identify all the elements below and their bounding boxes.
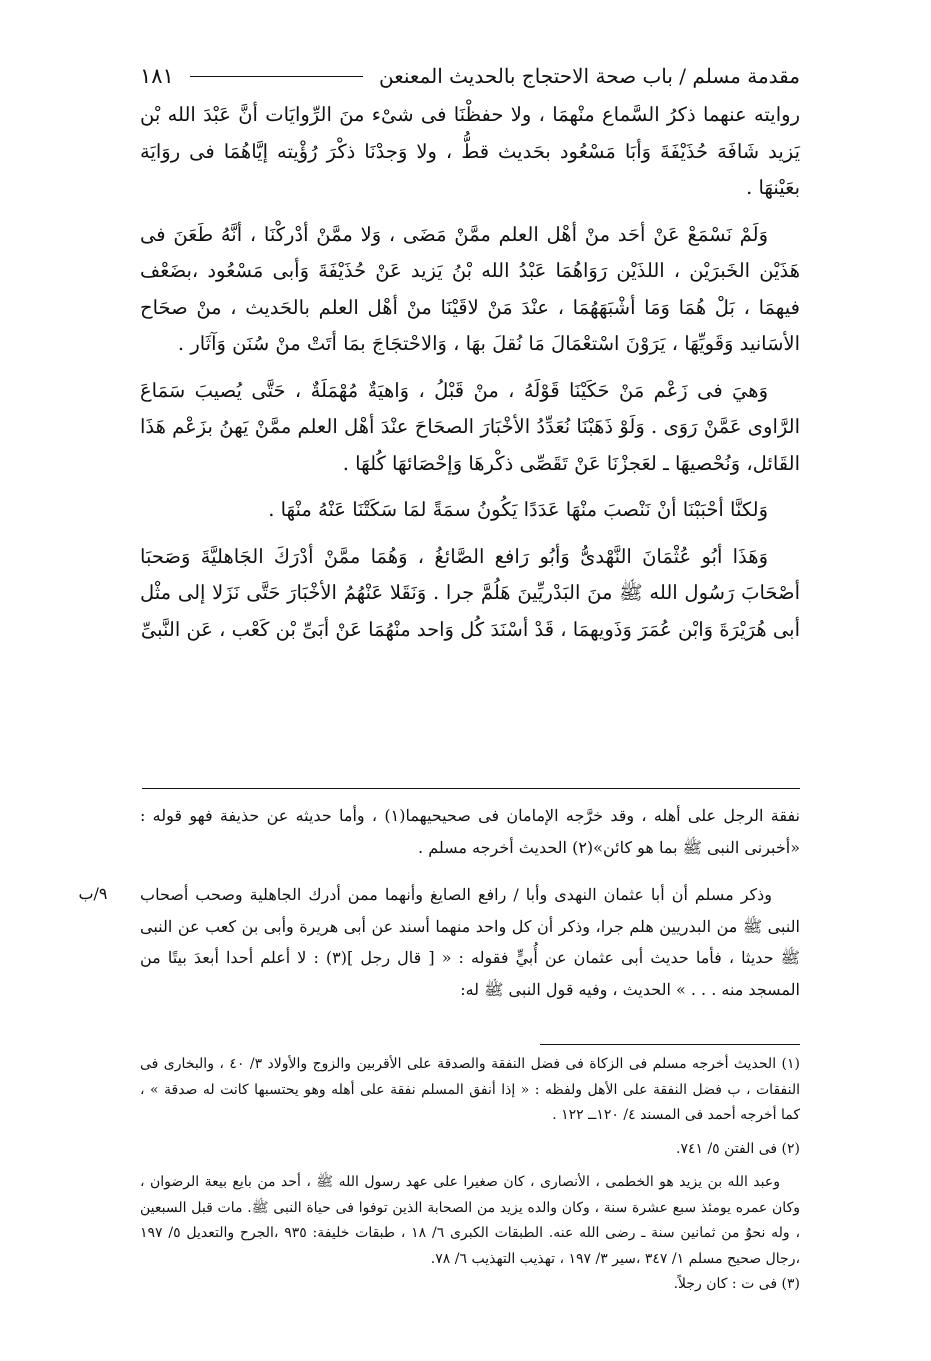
main-paragraph: وَلكنَّا أحْبَبْنَا أنْ نَنْصبَ منْهَا عَدَدًا يَكُونُ سمَةً لمَا سَكَتْنَا عَنْهُ منْهَا . [268, 498, 768, 521]
footnote: (١) الحديث أخرجه مسلم فى الزكاة فى فضل النفقة والصدقة على الأقربين والزوج والأولاد ٣/ ٤٠ ، والبخارى فى النفقات ، ب فضل النفقة على الأهل ولفظه : « إذا أنفق المسلم نفقة على أهله وهو يحتسبها كانت له صدقة » ، كما أخرجه أحمد فى المسند ٤/ ١٢٠ــ ١٢٢ . [140, 1056, 800, 1123]
running-title: مقدمة مسلم / باب صحة الاحتجاج بالحديث المعنعن [378, 64, 800, 88]
page-header [140, 58, 800, 94]
commentary-block [140, 800, 800, 1021]
main-text [140, 97, 800, 658]
main-separator [142, 788, 800, 789]
commentary-paragraph: نفقة الرجل على أهله ، وقد خرَّجه الإمامان فى صحيحيهما(١) ، وأما حديثه عن حذيفة فهو قوله : «أخبرنى النبى ﷺ بما هو كائن»(٢) الحديث أخرجه مسلم . [140, 806, 801, 857]
main-paragraph: وَهيَ فى زَعْم مَنْ حَكَيْنَا قَوْلَهُ ، منْ قَبْلُ ، وَاهيَةٌ مُهْمَلَةٌ ، حَتَّى يُصيبَ سَمَاعَ الرَّاوى عَمَّنْ رَوَى . وَلَوْ ذَهَبْنَا نُعَدِّدُ الأخْبَارَ الصحَاحَ عنْدَ أهْل العلم ممَّنْ يَهنُ بزَعْم هَذَا القَائل، وَنُحْصيهَا ـ لعَجزْنَا عَنْ تَقَصِّى ذكْرهَا وَإحْصَائهَا كُلهَا . [140, 378, 800, 475]
footnote: (٢) فى الفتن ٥/ ٧٤١. [675, 1140, 800, 1157]
main-paragraph: وَلَمْ نَسْمَعْ عَنْ أحَد منْ أهْل العلم ممَّنْ مَضَى ، وَلا ممَّنْ أدْركْنَا ، أنَّهُ طَعَنَ فى هَذَيْن الخَبرَيْن ، اللذَيْن رَوَاهُمَا عَبْدُ الله بْنُ يَزيد عَنْ حُذَيْفَةَ وَأبى مَسْعُود ،بضَعْف فيهمَا ، بَلْ هُمَا وَمَا أشْبَهَهُمَا ، عنْدَ مَنْ لاقَيْنَا منْ أهْل العلم بالحَديث ، منْ صحَاح الأسَانيد وَقَويِّهَا ، يَرَوْنَ اسْتعْمَالَ مَا نُقلَ بهَا ، وَالاحْتجَاجَ بمَا أتَتْ منْ سُنَن وَآثَار . [140, 222, 800, 355]
footnote: (٣) فى ت : كان رجلاً. [673, 1276, 800, 1292]
footnote: وعبد الله بن يزيد هو الخطمى ، الأنصارى ، كان صغيرا على عهد رسول الله ﷺ ، أحد من بايع بيعة الرضوان ، وكان عمره يومئذ سبع عشرة سنة ، وكان والده يزيد من الصحابة الذين توفوا فى حياة النبى ﷺ. مات قبل السبعين ، وله نحوٌ من ثمانين سنة ـ رضى الله عنه. الطبقات الكبرى ٦/ ١٨ ، طبقات خليفة: ٩٣٥ ،الجرح والتعديل ٥/ ١٩٧ ،رجال صحيح مسلم ١/ ٣٤٧ ،سير ٣/ ١٩٧ ، تهذيب التهذيب ٦/ ٧٨. [140, 1174, 800, 1267]
footnote-separator [540, 1044, 800, 1045]
footnotes-block [140, 1052, 800, 1306]
manuscript-folio-marker: ٩/ب [78, 884, 108, 903]
main-paragraph: وَهَذَا أبُو عُثْمَانَ النَّهْدىُّ وَأبُو رَافع الصَّائغُ ، وَهُمَا ممَّنْ أدْرَكَ الجَاهليَّةَ وَصَحبَا أصْحَابَ رَسُول الله ﷺ منَ البَدْريِّينَ هَلُمَّ جرا . وَنَقَلا عَنْهُمُ الأخْبَارَ حَتَّى نَزَلا إلى مثْل أبى هُرَيْرَةَ وَابْن عُمَرَ وَذَويهمَا ، قَدْ أسْنَدَ كُل وَاحد منْهُمَا عَنْ أبَىِّ بْن كَعْب ، عَن النَّبىِّ [140, 544, 800, 641]
main-paragraph: روايته عنهما ذكرُ السَّماع منْهمَا ، ولا حفظْنَا فى شىْء منَ الرِّوايَات أنَّ عَبْدَ الله بْن يَزيد شَافَهَ حُذَيْفَةَ وَأبَا مَسْعُود بحَديث قطُّ ، ولا وَجدْنَا ذكْرَ رُؤْيته إيَّاهُمَا فى روَايَة بعَيْنهَا . [140, 103, 800, 199]
commentary-paragraph: وذكر مسلم أن أبا عثمان النهدى وأبا / رافع الصايغ وأنهما ممن أدرك الجاهلية وصحب أصحاب النبى ﷺ من البدريين هلم جرا، وذكر أن كل واحد منهما أسند عن أبى هريرة وأبى بن كعب عن النبى ﷺ حديثا ، فأما حديث أبى عثمان عن أُبيٍّ فقوله : « [ قال رجل ](٣) : لا أعلم أحدا أبعدَ بيتًا من المسجد منه . . . » الحديث ، وفيه قول النبى ﷺ له: [140, 885, 800, 999]
page-number: ١٨١ [140, 64, 174, 88]
header-rule [190, 76, 363, 77]
